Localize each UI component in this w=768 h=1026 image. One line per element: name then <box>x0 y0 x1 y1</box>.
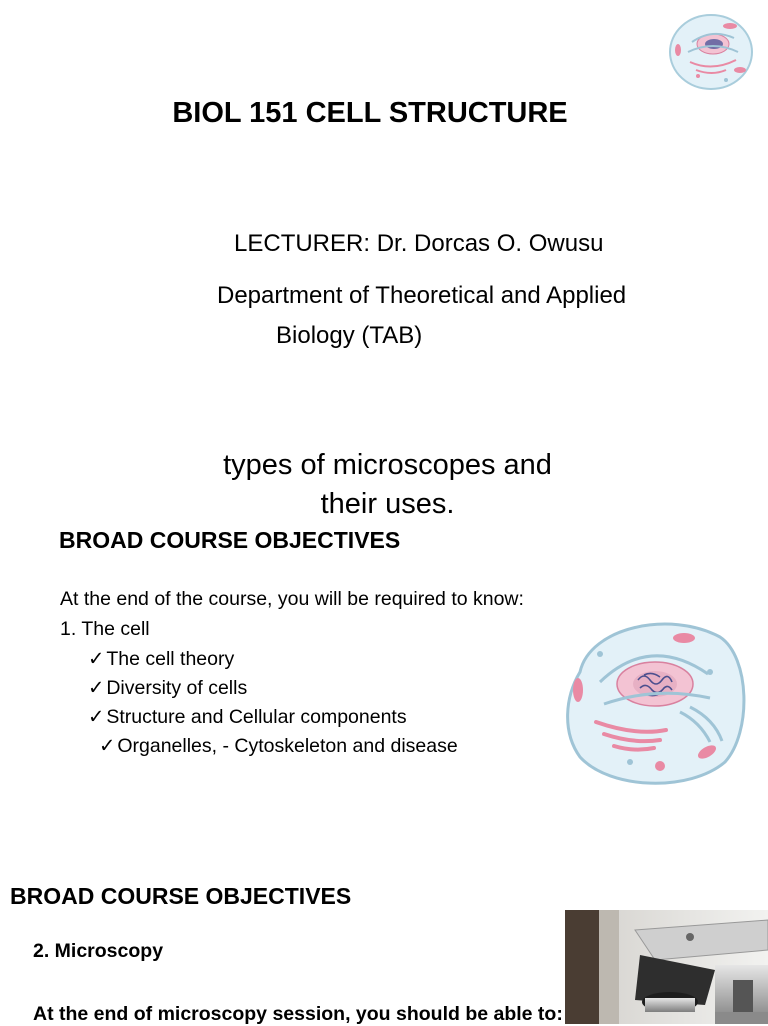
check-item: ✓ Organelles, - Cytoskeleton and disease <box>99 735 458 757</box>
department-line-2: Biology (TAB) <box>276 322 423 349</box>
topic-line-1: types of microscopes and <box>223 449 552 481</box>
animal-cell-small-icon <box>668 12 754 92</box>
check-icon: ✓ <box>88 706 105 728</box>
page-title: BIOL 151 CELL STRUCTURE <box>172 97 568 129</box>
animal-cell-large-icon <box>560 612 750 790</box>
objective-item-cell: 1. The cell <box>60 618 150 640</box>
microscopy-lead-text: At the end of microscopy session, you should be able to: <box>33 1003 563 1025</box>
topic-line-2: their uses. <box>320 488 455 520</box>
check-item: ✓ The cell theory <box>88 648 235 670</box>
objectives-heading-1: BROAD COURSE OBJECTIVES <box>59 527 401 553</box>
objectives-heading-2: BROAD COURSE OBJECTIVES <box>10 883 352 909</box>
check-icon: ✓ <box>88 648 105 670</box>
objective-item-microscopy: 2. Microscopy <box>33 940 164 962</box>
check-item: ✓ Structure and Cellular components <box>88 706 407 728</box>
check-icon: ✓ <box>99 735 116 757</box>
check-item: ✓ Diversity of cells <box>88 677 248 699</box>
check-icon: ✓ <box>88 677 105 699</box>
lecturer-line: LECTURER: Dr. Dorcas O. Owusu <box>234 230 604 257</box>
microscope-photo-icon <box>565 910 768 1024</box>
topic-heading <box>200 446 575 524</box>
department-line-1: Department of Theoretical and Applied <box>217 282 627 309</box>
objectives-intro: At the end of the course, you will be required to know: <box>60 588 524 610</box>
